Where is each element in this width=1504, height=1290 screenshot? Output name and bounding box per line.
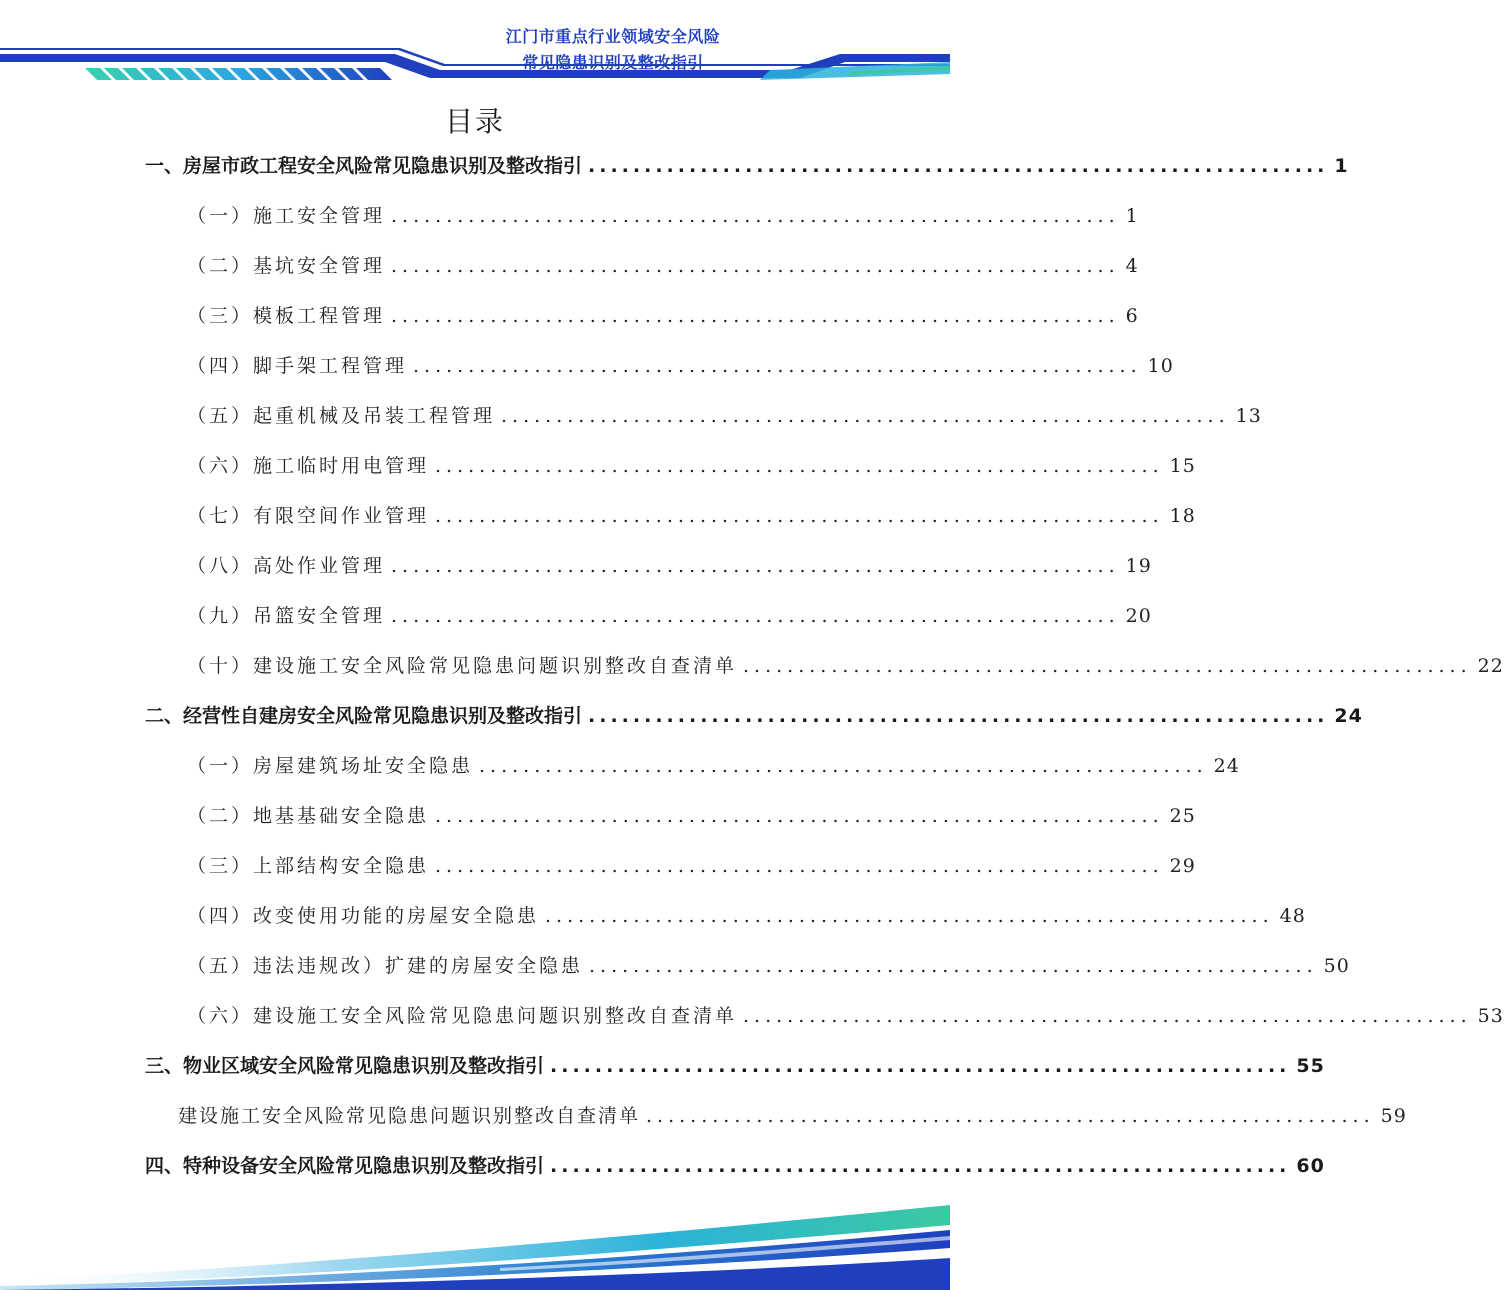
toc-entry[interactable] bbox=[145, 146, 1349, 186]
toc-entry-page: 13 bbox=[1235, 405, 1262, 427]
toc-leader-dots: .................................................................. bbox=[435, 505, 1164, 527]
toc-entry[interactable] bbox=[187, 296, 1139, 336]
toc-entry-page: 50 bbox=[1323, 955, 1350, 977]
header-title-line1: 江门市重点行业领域安全风险 bbox=[505, 27, 721, 46]
toc-entry-page: 60 bbox=[1296, 1155, 1325, 1177]
toc-entry-label: （三）模板工程管理 bbox=[187, 305, 386, 327]
toc-entry-page: 48 bbox=[1279, 905, 1306, 927]
toc-entry[interactable] bbox=[187, 896, 1306, 936]
toc-entry[interactable] bbox=[145, 696, 1363, 736]
toc-leader-dots: .................................................................. bbox=[545, 905, 1274, 927]
toc-leader-dots: .................................................................. bbox=[588, 155, 1329, 177]
toc-entry-page: 53 bbox=[1477, 1005, 1504, 1027]
toc-entry[interactable] bbox=[187, 346, 1174, 386]
toc-entry[interactable] bbox=[187, 496, 1196, 536]
toc-leader-dots: .................................................................. bbox=[501, 405, 1230, 427]
toc-entry[interactable] bbox=[187, 746, 1240, 786]
header-stripes-graphic bbox=[0, 0, 950, 95]
toc-entry-label: （六）建设施工安全风险常见隐患问题识别整改自查清单 bbox=[187, 1005, 738, 1027]
toc-entry-label: （一）房屋建筑场址安全隐患 bbox=[187, 755, 474, 777]
toc-entry[interactable] bbox=[187, 846, 1196, 886]
toc-entry-page: 4 bbox=[1125, 255, 1139, 277]
toc-entry-page: 6 bbox=[1125, 305, 1139, 327]
page-title: 目录 bbox=[444, 105, 505, 138]
toc-entry-page: 15 bbox=[1169, 455, 1196, 477]
toc-entry-page: 22 bbox=[1477, 655, 1504, 677]
toc-leader-dots: .................................................................. bbox=[589, 955, 1318, 977]
toc-entry-page: 18 bbox=[1169, 505, 1196, 527]
toc-entry-label: 三、物业区域安全风险常见隐患识别及整改指引 bbox=[145, 1055, 545, 1077]
toc-leader-dots: .................................................................. bbox=[479, 755, 1208, 777]
toc-entry-label: （二）基坑安全管理 bbox=[187, 255, 386, 277]
toc-leader-dots: .................................................................. bbox=[550, 1155, 1291, 1177]
toc-entry-label: 建设施工安全风险常见隐患问题识别整改自查清单 bbox=[178, 1105, 641, 1127]
toc-entry[interactable] bbox=[187, 546, 1152, 586]
toc-leader-dots: .................................................................. bbox=[391, 605, 1120, 627]
header-title-line2: 常见隐患识别及整改指引 bbox=[522, 53, 704, 72]
toc-entry[interactable] bbox=[187, 446, 1196, 486]
toc-entry-label: 四、特种设备安全风险常见隐患识别及整改指引 bbox=[145, 1155, 545, 1177]
toc-leader-dots: .................................................................. bbox=[550, 1055, 1291, 1077]
toc-leader-dots: .................................................................. bbox=[435, 855, 1164, 877]
toc-entry-label: （五）起重机械及吊装工程管理 bbox=[187, 405, 496, 427]
toc-leader-dots: .................................................................. bbox=[391, 255, 1120, 277]
toc-entry-label: （八）高处作业管理 bbox=[187, 555, 386, 577]
toc-entry-page: 29 bbox=[1169, 855, 1196, 877]
toc-entry-label: （七）有限空间作业管理 bbox=[187, 505, 430, 527]
footer-wave-banner bbox=[0, 1170, 950, 1290]
toc-entry-page: 24 bbox=[1213, 755, 1240, 777]
toc-entry[interactable] bbox=[187, 996, 1504, 1036]
toc-leader-dots: .................................................................. bbox=[435, 455, 1164, 477]
toc-entry-label: （六）施工临时用电管理 bbox=[187, 455, 430, 477]
toc-leader-dots: .................................................................. bbox=[435, 805, 1164, 827]
toc-entry[interactable] bbox=[187, 246, 1139, 286]
toc-entry-page: 1 bbox=[1125, 205, 1139, 227]
toc-entry-label: （三）上部结构安全隐患 bbox=[187, 855, 430, 877]
toc-entry-page: 24 bbox=[1334, 705, 1363, 727]
toc-leader-dots: .................................................................. bbox=[743, 655, 1472, 677]
toc-entry[interactable] bbox=[145, 1046, 1325, 1086]
toc-entry-page: 25 bbox=[1169, 805, 1196, 827]
toc-entry[interactable] bbox=[187, 596, 1152, 636]
toc-entry-label: （四）脚手架工程管理 bbox=[187, 355, 408, 377]
toc-entry[interactable] bbox=[187, 946, 1350, 986]
toc-entry-label: （一）施工安全管理 bbox=[187, 205, 386, 227]
toc-entry-label: （九）吊篮安全管理 bbox=[187, 605, 386, 627]
toc-entry-page: 19 bbox=[1125, 555, 1152, 577]
toc-entry-label: （十）建设施工安全风险常见隐患问题识别整改自查清单 bbox=[187, 655, 738, 677]
toc-entry-page: 1 bbox=[1334, 155, 1349, 177]
footer-wave-graphic bbox=[0, 1170, 950, 1290]
toc-leader-dots: .................................................................. bbox=[413, 355, 1142, 377]
toc-entry-page: 10 bbox=[1147, 355, 1174, 377]
toc-leader-dots: .................................................................. bbox=[588, 705, 1329, 727]
toc-entry[interactable] bbox=[187, 396, 1262, 436]
toc-entry-label: （五）违法违规改）扩建的房屋安全隐患 bbox=[187, 955, 584, 977]
toc-entry-label: 一、房屋市政工程安全风险常见隐患识别及整改指引 bbox=[145, 155, 583, 177]
toc-entry-label: 二、经营性自建房安全风险常见隐患识别及整改指引 bbox=[145, 705, 583, 727]
toc-entry[interactable] bbox=[187, 796, 1196, 836]
toc-leader-dots: .................................................................. bbox=[391, 205, 1120, 227]
toc-entry-label: （四）改变使用功能的房屋安全隐患 bbox=[187, 905, 540, 927]
toc-entry[interactable] bbox=[187, 196, 1139, 236]
toc-entry-page: 59 bbox=[1380, 1105, 1407, 1127]
header-banner bbox=[0, 0, 950, 95]
toc-entry[interactable] bbox=[187, 646, 1504, 686]
toc-leader-dots: .................................................................. bbox=[391, 555, 1120, 577]
toc-leader-dots: .................................................................. bbox=[391, 305, 1120, 327]
toc-entry[interactable] bbox=[178, 1096, 1407, 1136]
toc-entry-label: （二）地基基础安全隐患 bbox=[187, 805, 430, 827]
toc-entry-page: 20 bbox=[1125, 605, 1152, 627]
toc-leader-dots: .................................................................. bbox=[646, 1105, 1375, 1127]
toc-entry-page: 55 bbox=[1296, 1055, 1325, 1077]
toc-leader-dots: .................................................................. bbox=[743, 1005, 1472, 1027]
